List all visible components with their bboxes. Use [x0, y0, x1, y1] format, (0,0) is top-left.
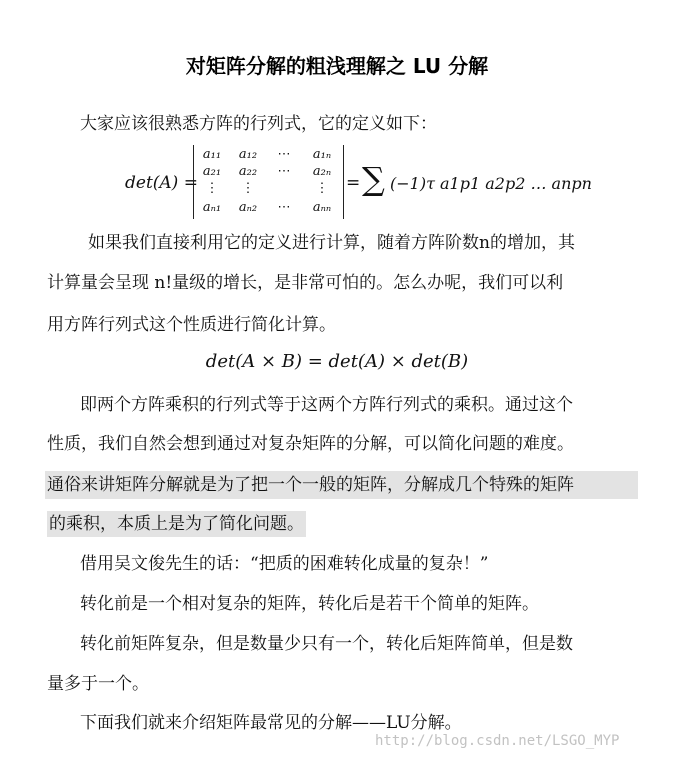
matrix-cell: aₙ₂ — [238, 200, 258, 215]
matrix-cell: ⋯ — [277, 200, 291, 215]
paragraph-line: 如果我们直接利用它的定义进行计算，随着方阵阶数n的增加，其 — [88, 233, 575, 253]
matrix-cell: a₂₁ — [202, 164, 222, 179]
matrix-cell: aₙ₁ — [202, 200, 222, 215]
matrix-cell: ⋯ — [277, 147, 291, 162]
paragraph-line: 即两个方阵乘积的行列式等于这两个方阵行列式的乘积。通过这个 — [80, 395, 573, 415]
highlighted-line: 通俗来讲矩阵分解就是为了把一个一般的矩阵，分解成几个特殊的矩阵 — [45, 471, 638, 499]
paragraph-line: 计算量会呈现 n!量级的增长，是非常可怕的。怎么办呢，我们可以利 — [47, 273, 564, 293]
paragraph-line: 下面我们就来介绍矩阵最常见的分解——LU分解。 — [80, 713, 462, 733]
page-title: 对矩阵分解的粗浅理解之 LU 分解 — [185, 54, 489, 78]
product-equation: det(A × B) = det(A) × det(B) — [205, 351, 469, 372]
matrix-cell: ⋮ — [241, 181, 255, 196]
matrix-cell: a₁₂ — [238, 147, 258, 162]
matrix-cell: a₁₁ — [202, 147, 222, 162]
matrix-cell: ⋮ — [315, 181, 329, 196]
det-label: det(A) = — [125, 173, 198, 193]
quote-text: 借用吴文俊先生的话：“把质的困难转化成量的复杂！” — [80, 554, 489, 574]
matrix-cell: a₂ₙ — [312, 164, 332, 179]
sum-term: (−1)τ a1p1 a2p2 … anpn — [390, 174, 592, 193]
paragraph-line: 转化前矩阵复杂，但是数量少只有一个，转化后矩阵简单，但是数 — [80, 634, 573, 654]
paragraph-line: 转化前是一个相对复杂的矩阵，转化后是若干个简单的矩阵。 — [80, 594, 539, 614]
sigma-icon: ∑ — [362, 160, 385, 198]
paragraph-line: 量多于一个。 — [47, 674, 149, 694]
paragraph-line: 用方阵行列式这个性质进行简化计算。 — [47, 315, 336, 335]
determinant-matrix — [193, 145, 344, 219]
matrix-cell: a₂₂ — [238, 164, 258, 179]
equals-sign: = — [346, 173, 361, 193]
highlighted-line — [47, 513, 632, 535]
matrix-cell: a₁ₙ — [312, 147, 332, 162]
paragraph-line: 性质，我们自然会想到通过对复杂矩阵的分解，可以简化问题的难度。 — [47, 434, 574, 454]
matrix-cell: ⋯ — [277, 164, 291, 179]
matrix-cell: ⋮ — [205, 181, 219, 196]
intro-text: 大家应该很熟悉方阵的行列式，它的定义如下： — [80, 114, 437, 134]
watermark-url: http://blog.csdn.net/LSGO_MYP — [375, 733, 620, 749]
matrix-cell: aₙₙ — [312, 200, 332, 215]
highlighted-text: 的乘积，本质上是为了简化问题。 — [47, 511, 306, 537]
